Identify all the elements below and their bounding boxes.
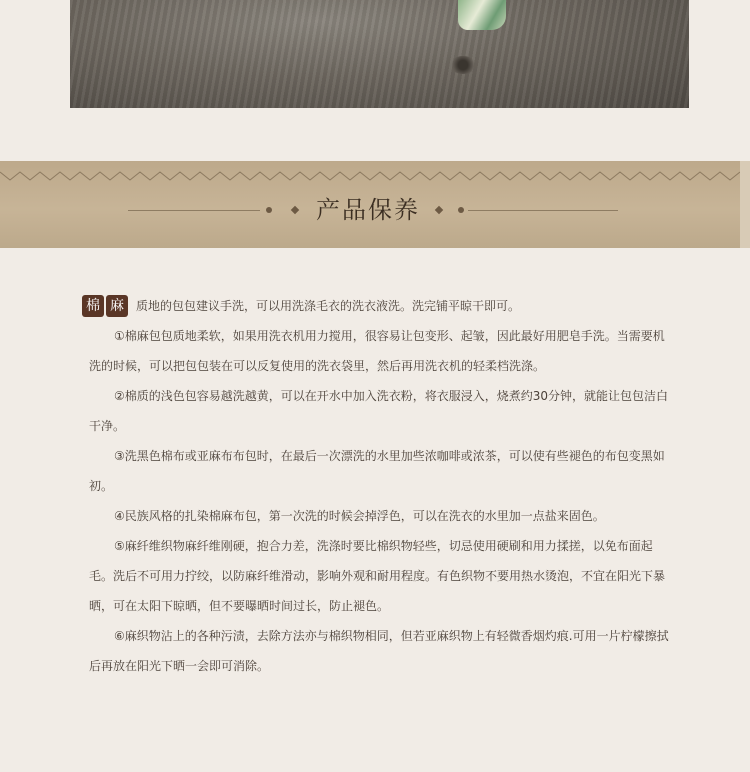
care-paragraph-6: ⑥麻织物沾上的各种污渍，去除方法亦与棉织物相同，但若亚麻织物上有轻微香烟灼痕.可用一片柠檬擦拭后再放在阳光下晒一会即可消除。 xyxy=(89,629,669,673)
title-rule-right xyxy=(468,210,618,211)
wood-knot xyxy=(450,56,476,74)
fabric-bag-corner xyxy=(458,0,506,30)
band-edge xyxy=(740,161,750,248)
decorative-zigzag-border xyxy=(0,170,740,182)
care-paragraph-4: ④民族风格的扎染棉麻布包，第一次洗的时候会掉浮色，可以在洗衣的水里加一点盐来固色。 xyxy=(114,509,605,523)
ornament-dot-right xyxy=(458,207,464,213)
care-paragraph-2: ②棉质的浅色包容易越洗越黄，可以在开水中加入洗衣粉，将衣服浸入，烧煮约30分钟，就能让包包洁白干净。 xyxy=(89,389,669,433)
product-photo xyxy=(70,0,689,108)
ornament-dot-left xyxy=(266,207,272,213)
care-paragraph-5: ⑤麻纤维织物麻纤维刚硬，抱合力差，洗涤时要比棉织物轻些，切忌使用硬刷和用力揉搓，以免布面起毛。洗后不可用力拧绞，以防麻纤维滑动，影响外观和耐用程度。有色织物不要用热水烫泡，不宜在阳光下暴晒，可在太阳下晾晒，但不要曝晒时间过长，防止褪色。 xyxy=(89,539,666,613)
care-paragraph-3: ③洗黑色棉布或亚麻布布包时，在最后一次漂洗的水里加些浓咖啡或浓茶，可以使有些褪色的布包变黑如初。 xyxy=(89,449,665,493)
intro-text: 质地的包包建议手洗，可以用洗涤毛衣的洗衣液洗。洗完铺平晾干即可。 xyxy=(136,299,521,313)
section-title: 产品保养 xyxy=(316,196,420,224)
badge-cotton: 棉 xyxy=(82,295,104,317)
intro-line xyxy=(86,293,669,319)
care-instructions xyxy=(86,293,669,681)
badge-linen: 麻 xyxy=(106,295,128,317)
care-paragraph-1: ①棉麻包包质地柔软，如果用洗衣机用力搅用，很容易让包变形、起皱，因此最好用肥皂手洗。当需要机洗的时候，可以把包包装在可以反复使用的洗衣袋里，然后再用洗衣机的轻柔档洗涤。 xyxy=(89,329,665,373)
title-rule-left xyxy=(128,210,260,211)
